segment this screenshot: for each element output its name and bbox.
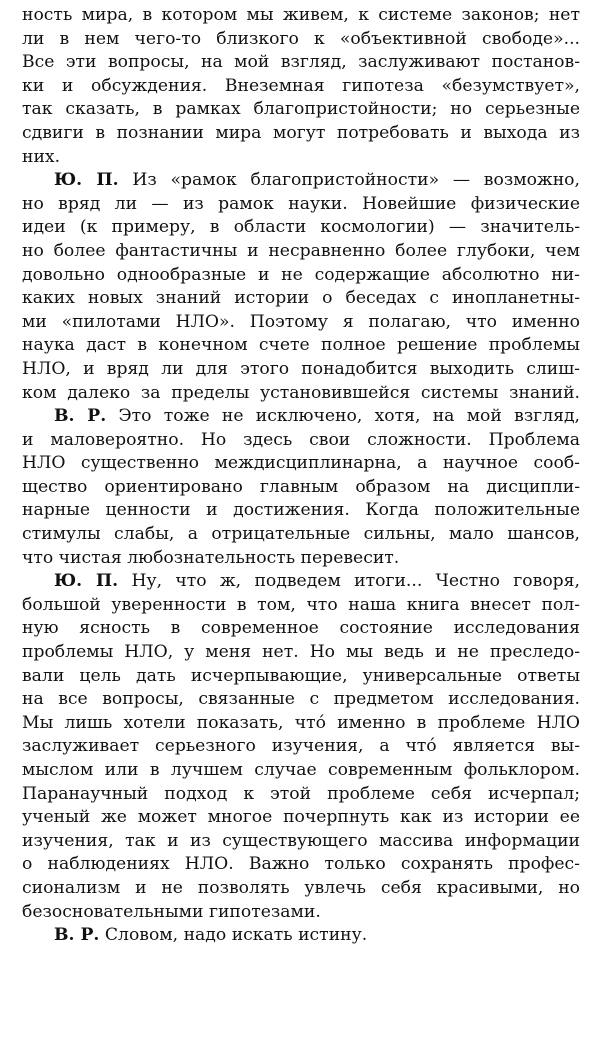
dialogue-paragraph-v-r-2: [22, 924, 580, 948]
text-line: ки и обсуждения. Внеземная гипотеза «безумствует»,: [22, 75, 580, 96]
text-line: ученый же может многое почерпнуть как из истории ее: [22, 807, 580, 828]
text-line: идеи (к примеру, в области космологии) — значитель-: [22, 217, 580, 238]
text-line: Паранаучный подход к этой проблеме себя исчерпал;: [22, 783, 580, 804]
text-line: вали цель дать исчерпывающие, универсальные ответы: [22, 665, 580, 686]
text-run: Ну, что ж, подведем итоги... Честно говоря,: [118, 571, 580, 592]
text-line: но вряд ли — из рамок науки. Новейшие физические: [22, 193, 580, 214]
text-line: проблемы НЛО, у меня нет. Но мы ведь и не преследо-: [22, 642, 580, 663]
text-line: изучения, так и из существующего массива информации: [22, 830, 580, 851]
text-line: ми «пилотами НЛО». Поэтому я полагаю, что именно: [22, 311, 580, 332]
text-line: заслуживает серьезного изучения, а что́ является вы-: [22, 736, 580, 757]
text-line: [22, 405, 580, 429]
text-line: стимулы слабы, а отрицательные сильны, мало шансов,: [22, 524, 580, 545]
text-line: ком далеко за пределы установившейся системы знаний.: [22, 382, 580, 403]
book-page-text: [22, 4, 580, 948]
text-line: Все эти вопросы, на мой взгляд, заслуживают постанов-: [22, 52, 580, 73]
text-line: нарные ценности и достижения. Когда положительные: [22, 500, 580, 521]
text-line: НЛО существенно междисциплинарна, а научное сооб-: [22, 453, 580, 474]
dialogue-paragraph-yu-p-2: [22, 570, 580, 924]
text-line: Мы лишь хотели показать, что́ именно в проблеме НЛО: [22, 712, 580, 733]
speaker-label: В. Р.: [54, 925, 100, 946]
text-line: сионализм и не позволять увлечь себя красивыми, но: [22, 877, 580, 898]
text-line: ли в нем чего-то близкого к «объективной свободе»...: [22, 28, 580, 49]
dialogue-paragraph-yu-p-1: [22, 169, 580, 405]
text-line: сдвиги в познании мира могут потребовать и выхода из: [22, 122, 580, 143]
text-line: большой уверенности в том, что наша книга внесет пол-: [22, 594, 580, 615]
text-line: каких новых знаний истории о беседах с инопланетны-: [22, 288, 580, 309]
text-line: [22, 570, 580, 594]
text-line: что чистая любознательность перевесит.: [22, 547, 400, 568]
paragraph-continuation: [22, 4, 580, 169]
text-line: [22, 924, 580, 948]
text-run: Словом, надо искать истину.: [99, 925, 368, 946]
text-line: мыслом или в лучшем случае современным фольклором.: [22, 760, 580, 780]
text-line: ность мира, в котором мы живем, к системе законов; нет: [22, 5, 580, 25]
text-run: Из «рамок благопристойности» — возможно,: [118, 170, 580, 191]
text-line: так сказать, в рамках благопристойности; но серьезные: [22, 99, 580, 120]
speaker-label: Ю. П.: [54, 170, 119, 191]
speaker-label: Ю. П.: [54, 571, 119, 592]
text-line: НЛО, и вряд ли для этого понадобится выходить слиш-: [22, 358, 580, 379]
text-line: них.: [22, 146, 61, 167]
text-line: ную ясность в современное состояние исследования: [22, 618, 580, 639]
text-line: наука даст в конечном счете полное решение проблемы: [22, 335, 580, 356]
speaker-label: В. Р.: [54, 406, 107, 427]
text-line: довольно однообразные и не содержащие абсолютно ни-: [22, 264, 580, 285]
text-run: Это тоже не исключено, хотя, на мой взгляд,: [106, 406, 580, 427]
text-line: [22, 169, 580, 193]
text-line: и маловероятно. Но здесь свои сложности. Проблема: [22, 429, 580, 450]
text-line: безосновательными гипотезами.: [22, 901, 321, 922]
text-line: щество ориентировано главным образом на дисципли-: [22, 476, 580, 497]
text-line: на все вопросы, связанные с предметом исследования.: [22, 689, 580, 710]
text-line: но более фантастичны и несравненно более глубоки, чем: [22, 240, 580, 261]
dialogue-paragraph-v-r-1: [22, 405, 580, 570]
text-line: о наблюдениях НЛО. Важно только сохранять профес-: [22, 854, 580, 875]
